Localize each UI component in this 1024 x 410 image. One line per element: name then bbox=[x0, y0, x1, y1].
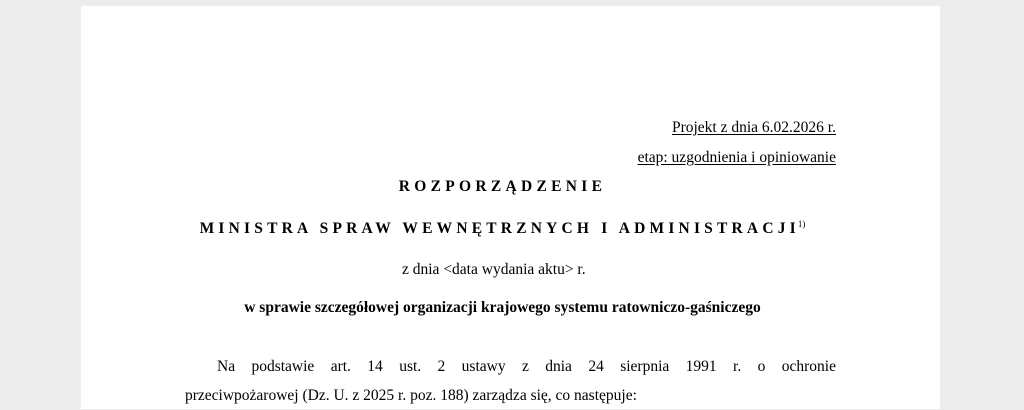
authority-name: MINISTRA SPRAW WEWNĘTRZNYCH I ADMINISTRACJI bbox=[199, 220, 800, 238]
legal-basis-line-1: Na podstawie art. 14 ust. 2 ustawy z dnia 24 sierpnia 1991 r. o ochronie bbox=[217, 358, 836, 375]
issue-date-line: z dnia <data wydania aktu> r. bbox=[402, 261, 586, 278]
issuing-authority bbox=[73, 219, 932, 238]
legal-basis-paragraph bbox=[185, 352, 836, 410]
document-page bbox=[81, 6, 940, 409]
legal-basis-line-2: przeciwpożarowej (Dz. U. z 2025 r. poz. 188) zarządza się, co następuje: bbox=[185, 387, 637, 404]
regulation-title: ROZPORZĄDZENIE bbox=[398, 178, 607, 195]
project-date-line: Projekt z dnia 6.02.2026 r. bbox=[671, 119, 836, 136]
footnote-marker: 1) bbox=[797, 219, 806, 229]
regulation-subject: w sprawie szczegółowej organizacji krajowego systemu ratowniczo-gaśniczego bbox=[244, 299, 761, 316]
stage-line: etap: uzgodnienia i opiniowanie bbox=[637, 149, 836, 166]
